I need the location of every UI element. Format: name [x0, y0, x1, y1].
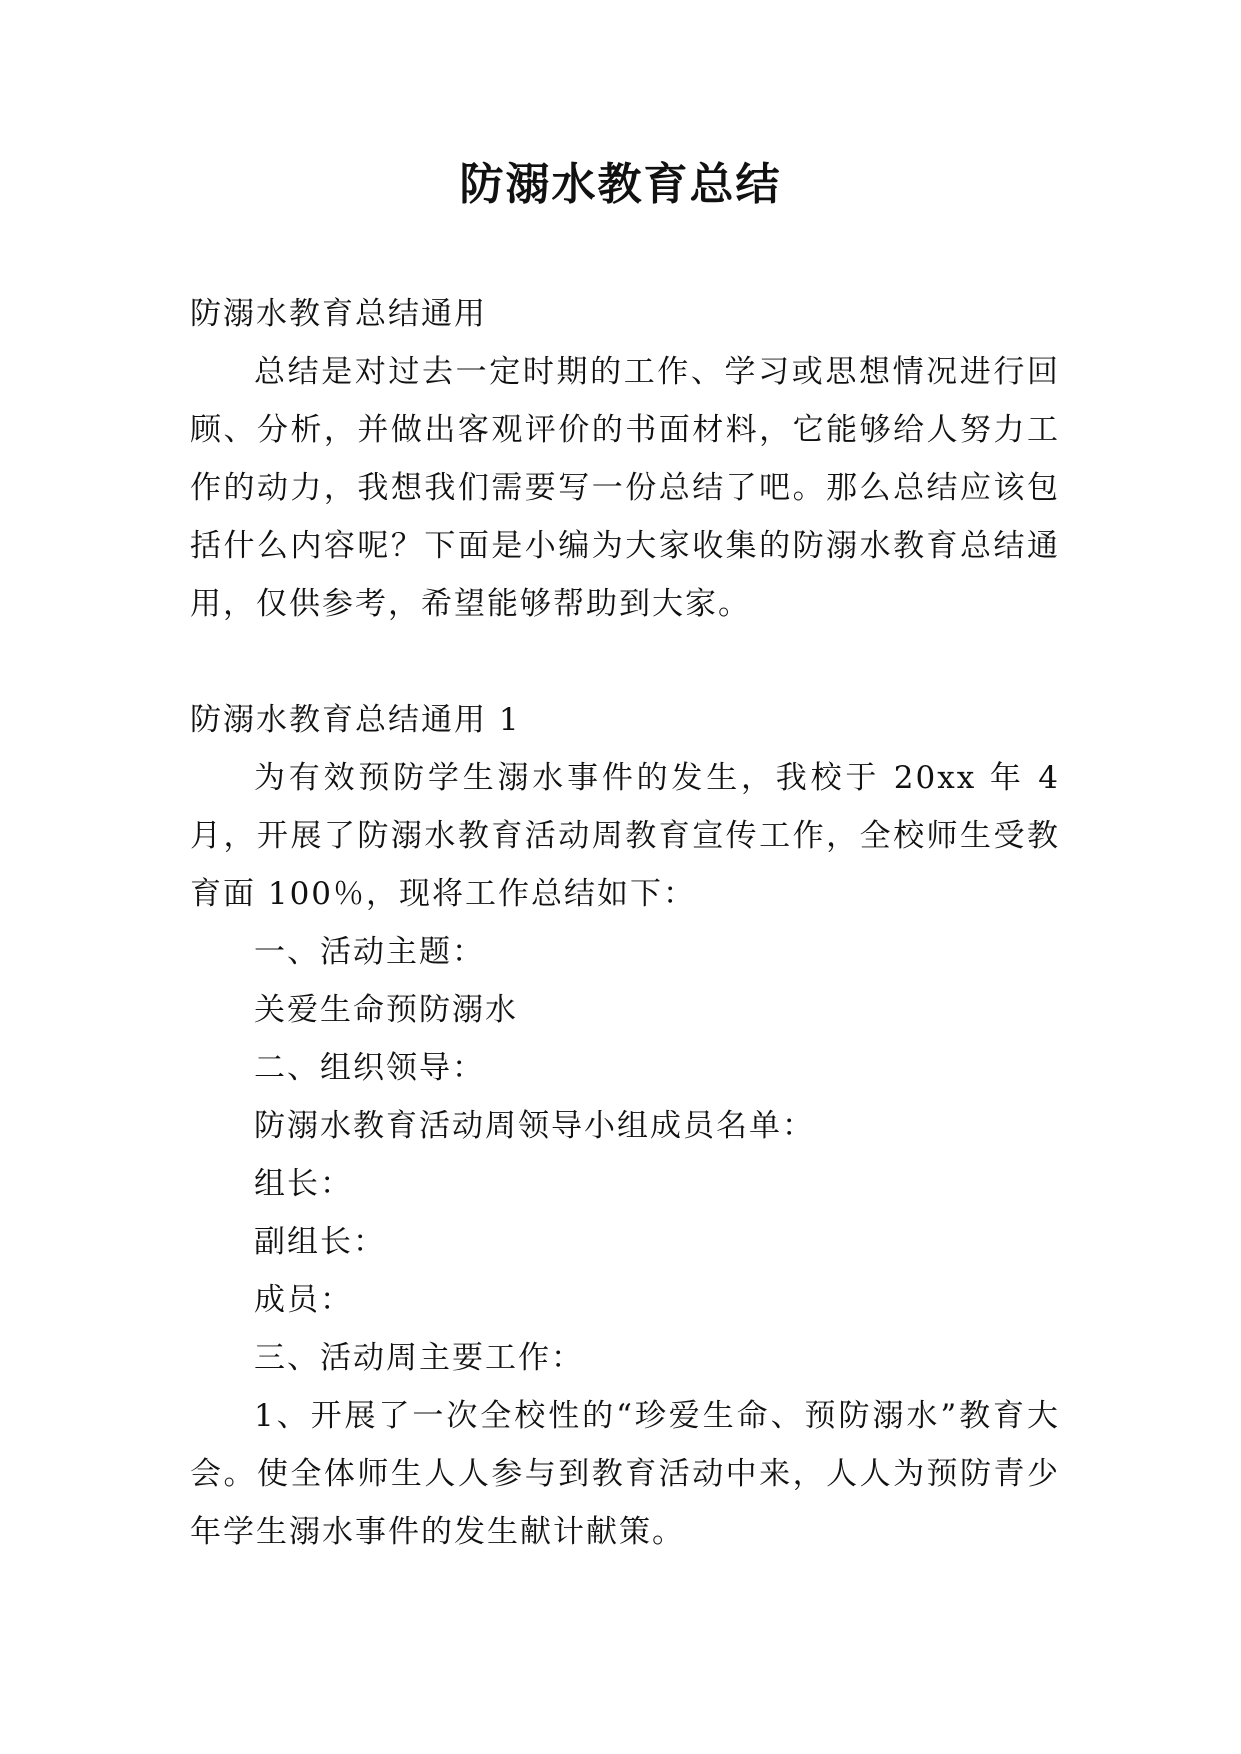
body-paragraph: 成员： [254, 1282, 353, 1318]
document-subtitle: 防溺水教育总结通用 [190, 296, 487, 332]
intro-paragraph: 总结是对过去一定时期的工作、学习或思想情况进行回顾、分析，并做出客观评价的书面材料，它能够给人努力工作的动力，我想我们需要写一份总结了吧。那么总结应该包括什么内容呢？下面是小编为大家收集的防溺水教育总结通用，仅供参考，希望能够帮助到大家。 [190, 354, 1060, 622]
body-paragraph: 三、活动周主要工作： [254, 1340, 584, 1376]
body-paragraph: 为有效预防学生溺水事件的发生，我校于 20xx 年 4 月，开展了防溺水教育活动周教育宣传工作，全校师生受教育面 100％，现将工作总结如下： [190, 760, 1060, 912]
section-heading: 防溺水教育总结通用 1 [190, 702, 521, 738]
document-body [190, 285, 1060, 1561]
document-title: 防溺水教育总结 [459, 159, 782, 210]
body-paragraph: 1、开展了一次全校性的“珍爱生命、预防溺水”教育大会。使全体师生人人参与到教育活动中来，人人为预防青少年学生溺水事件的发生献计献策。 [190, 1398, 1060, 1550]
body-paragraph: 关爱生命预防溺水 [254, 992, 518, 1028]
body-paragraph: 二、组织领导： [254, 1050, 485, 1086]
body-paragraph: 防溺水教育活动周领导小组成员名单： [254, 1108, 815, 1144]
body-paragraph: 一、活动主题： [254, 934, 485, 970]
body-paragraph: 副组长： [254, 1224, 386, 1260]
body-paragraph: 组长： [254, 1166, 353, 1202]
section-spacer [190, 633, 1060, 691]
